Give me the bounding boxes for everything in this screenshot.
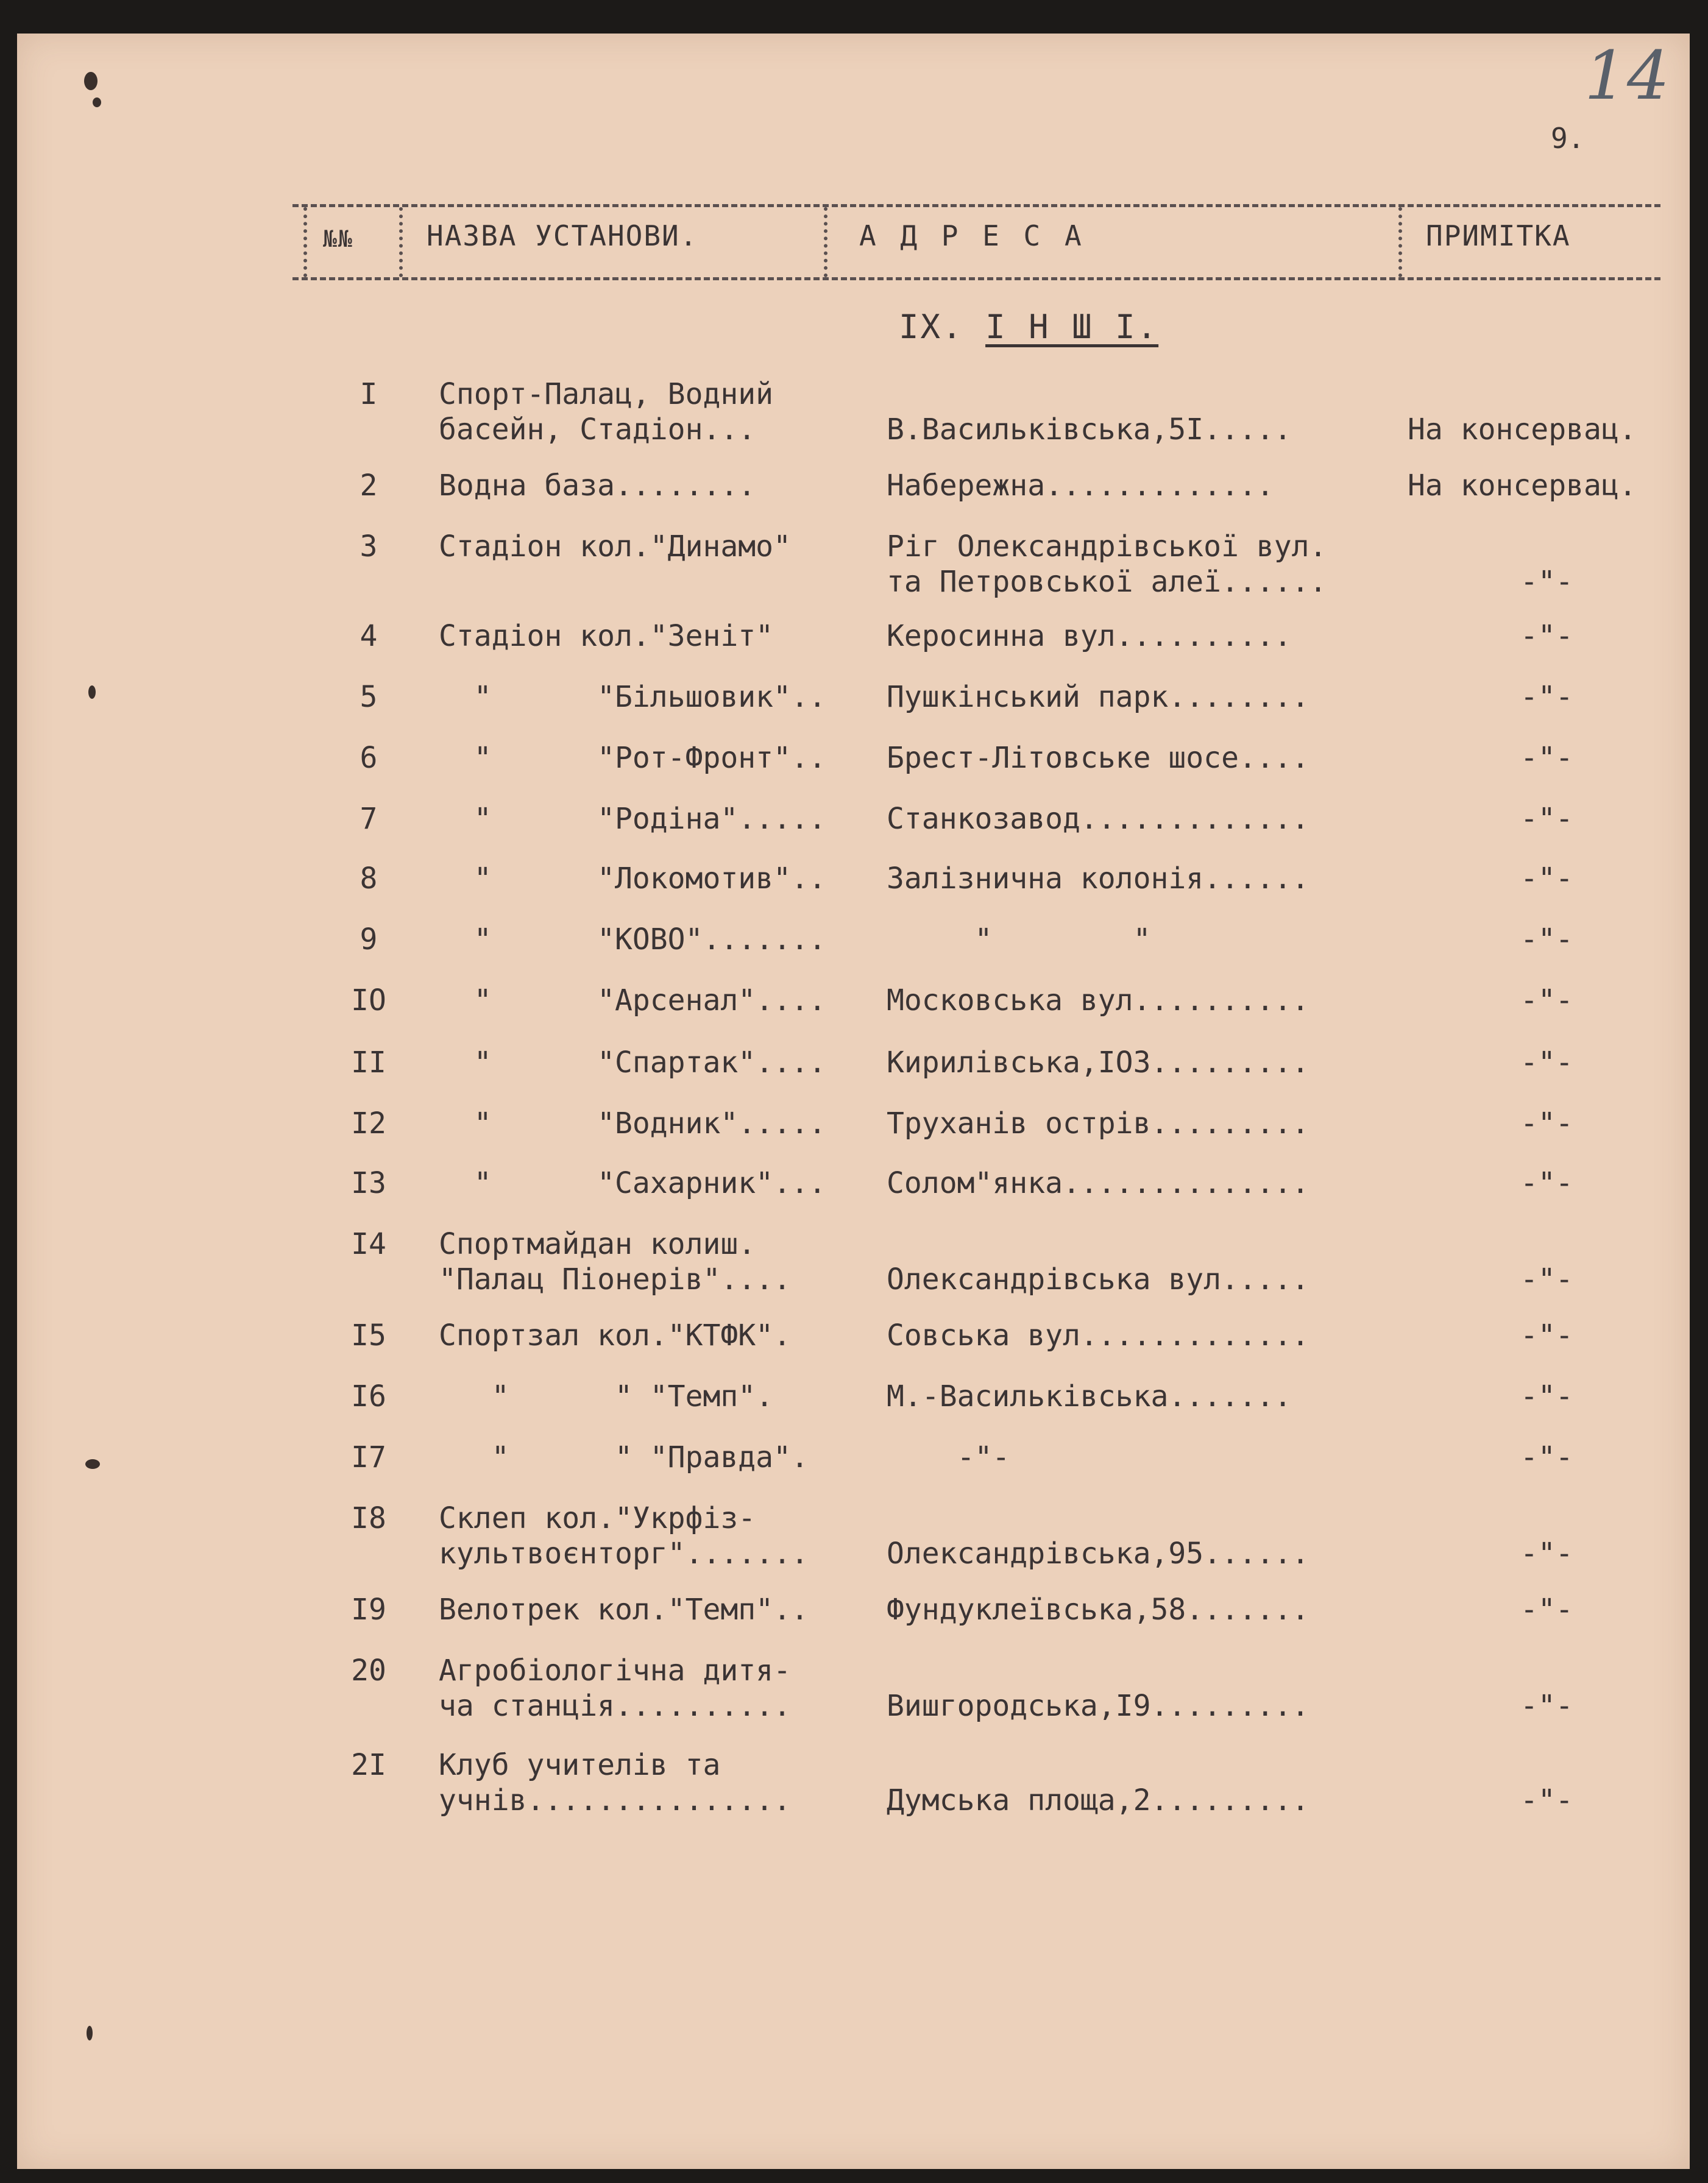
institution-name: Стадіон кол."Динамо" — [439, 529, 791, 564]
institution-note: -"- — [1520, 1593, 1573, 1627]
row-number: 8 — [360, 862, 378, 896]
institution-address: Керосинна вул.......... — [887, 619, 1292, 653]
institution-address: М.-Васильківська....... — [887, 1379, 1292, 1413]
header-top-rule — [292, 204, 1660, 207]
ink-spot — [87, 2026, 93, 2040]
institution-address: Совська вул............. — [887, 1318, 1309, 1353]
row-number: IO — [351, 983, 386, 1017]
row-number: I3 — [351, 1166, 386, 1200]
section-title: І Н Ш І. — [985, 308, 1159, 346]
institution-name: " "КОВО"....... — [439, 922, 826, 957]
institution-name: " " "Правда". — [439, 1440, 809, 1474]
ink-spot — [88, 685, 96, 699]
document-page — [17, 34, 1690, 2169]
header-note: ПРИМІТКА — [1426, 219, 1571, 252]
institution-note: На консервац. — [1408, 412, 1637, 447]
section-number: IX. — [899, 308, 964, 346]
institution-name: " "Локомотив".. — [439, 862, 826, 896]
institution-address: Думська площа,2......... — [887, 1783, 1309, 1817]
row-number: 9 — [360, 922, 378, 957]
institution-address: Залізнична колонія...... — [887, 862, 1309, 896]
institution-address: Вишгородська,I9......... — [887, 1689, 1309, 1723]
header-address: А Д Р Е С А — [859, 219, 1085, 252]
institution-address: В.Васильківська,5I..... — [887, 412, 1292, 447]
header-divider — [303, 207, 307, 277]
institution-address: Пушкінський парк........ — [887, 680, 1309, 714]
institution-note: -"- — [1520, 862, 1573, 896]
institution-note: -"- — [1520, 619, 1573, 653]
row-number: II — [351, 1046, 386, 1080]
institution-note: -"- — [1520, 802, 1573, 836]
institution-address: Станкозавод............. — [887, 802, 1309, 836]
institution-name: Водна база........ — [439, 469, 756, 503]
institution-note: -"- — [1520, 983, 1573, 1017]
institution-name: Спортмайдан колиш. "Палац Піонерів".... — [439, 1227, 791, 1297]
section-heading — [899, 308, 1158, 346]
row-number: 2 — [360, 469, 378, 503]
institution-address: Труханів острів......... — [887, 1106, 1309, 1141]
header-bottom-rule — [292, 277, 1660, 280]
institution-address: Солом"янка.............. — [887, 1166, 1309, 1200]
header-divider — [399, 207, 403, 277]
institution-name: Склеп кол."Укрфіз- культвоєнторг"....... — [439, 1501, 809, 1571]
institution-address: " " — [887, 922, 1151, 957]
header-divider — [1398, 207, 1402, 277]
row-number: 7 — [360, 802, 378, 836]
row-number: 3 — [360, 529, 378, 564]
institution-note: -"- — [1520, 1689, 1573, 1723]
institution-name: Спорт-Палац, Водний басейн, Стадіон... — [439, 377, 774, 447]
row-number: I4 — [351, 1227, 386, 1261]
institution-name: Велотрек кол."Темп".. — [439, 1593, 809, 1627]
institution-name: " "Водник"..... — [439, 1106, 826, 1141]
institution-address: Набережна............. — [887, 469, 1274, 503]
institution-note: -"- — [1520, 1262, 1573, 1297]
row-number: 4 — [360, 619, 378, 653]
ink-spot — [93, 97, 101, 107]
institution-name: " "Арсенал".... — [439, 983, 826, 1017]
institution-note: -"- — [1520, 1783, 1573, 1817]
institution-name: Агробіологічна дитя- ча станція.......... — [439, 1654, 791, 1723]
institution-note: -"- — [1520, 1046, 1573, 1080]
institution-note: -"- — [1520, 680, 1573, 714]
ink-spot — [84, 72, 97, 90]
institution-address: Московська вул.......... — [887, 983, 1309, 1017]
institution-name: " "Більшовик".. — [439, 680, 826, 714]
institution-name: Спортзал кол."КТФК". — [439, 1318, 791, 1353]
institution-name: " "Родіна"..... — [439, 802, 826, 836]
archive-sheet-number: 14 — [1584, 37, 1670, 115]
institution-note: -"- — [1520, 922, 1573, 957]
institution-name: " "Спартак".... — [439, 1046, 826, 1080]
institution-note: -"- — [1520, 1166, 1573, 1200]
header-name: НАЗВА УСТАНОВИ. — [427, 219, 698, 252]
row-number: 20 — [351, 1654, 386, 1688]
institution-name: " "Сахарник"... — [439, 1166, 826, 1200]
institution-note: -"- — [1520, 1440, 1573, 1474]
institution-name: " "Рот-Фронт".. — [439, 741, 826, 775]
row-number: I5 — [351, 1318, 386, 1353]
institution-note: -"- — [1520, 741, 1573, 775]
row-number: I2 — [351, 1106, 386, 1141]
header-divider — [824, 207, 827, 277]
row-number: I8 — [351, 1501, 386, 1535]
institution-note: На консервац. — [1408, 469, 1637, 503]
row-number: 5 — [360, 680, 378, 714]
institution-address: Олександрівська,95...... — [887, 1537, 1309, 1571]
institution-address: -"- — [887, 1440, 1010, 1474]
institution-name: " " "Темп". — [439, 1379, 774, 1413]
header-num: №№ — [323, 225, 353, 252]
row-number: 6 — [360, 741, 378, 775]
institution-address: Фундуклеївська,58....... — [887, 1593, 1309, 1627]
institution-note: -"- — [1520, 1106, 1573, 1141]
institution-address: Кирилівська,IO3......... — [887, 1046, 1309, 1080]
row-number: I7 — [351, 1440, 386, 1474]
institution-note: -"- — [1520, 1537, 1573, 1571]
institution-note: -"- — [1520, 1379, 1573, 1413]
institution-note: -"- — [1520, 565, 1573, 599]
institution-address: Ріг Олександрівської вул. та Петровської алеї...... — [887, 529, 1327, 599]
institution-name: Стадіон кол."Зеніт" — [439, 619, 774, 653]
row-number: 2I — [351, 1748, 386, 1782]
row-number: I — [360, 377, 378, 411]
institution-address: Олександрівська вул..... — [887, 1262, 1309, 1297]
institution-address: Брест-Літовське шосе.... — [887, 741, 1309, 775]
institution-note: -"- — [1520, 1318, 1573, 1353]
ink-spot — [85, 1459, 100, 1469]
row-number: I6 — [351, 1379, 386, 1413]
institution-name: Клуб учителів та учнів............... — [439, 1748, 791, 1817]
row-number: I9 — [351, 1593, 386, 1627]
page-number: 9. — [1551, 122, 1585, 155]
